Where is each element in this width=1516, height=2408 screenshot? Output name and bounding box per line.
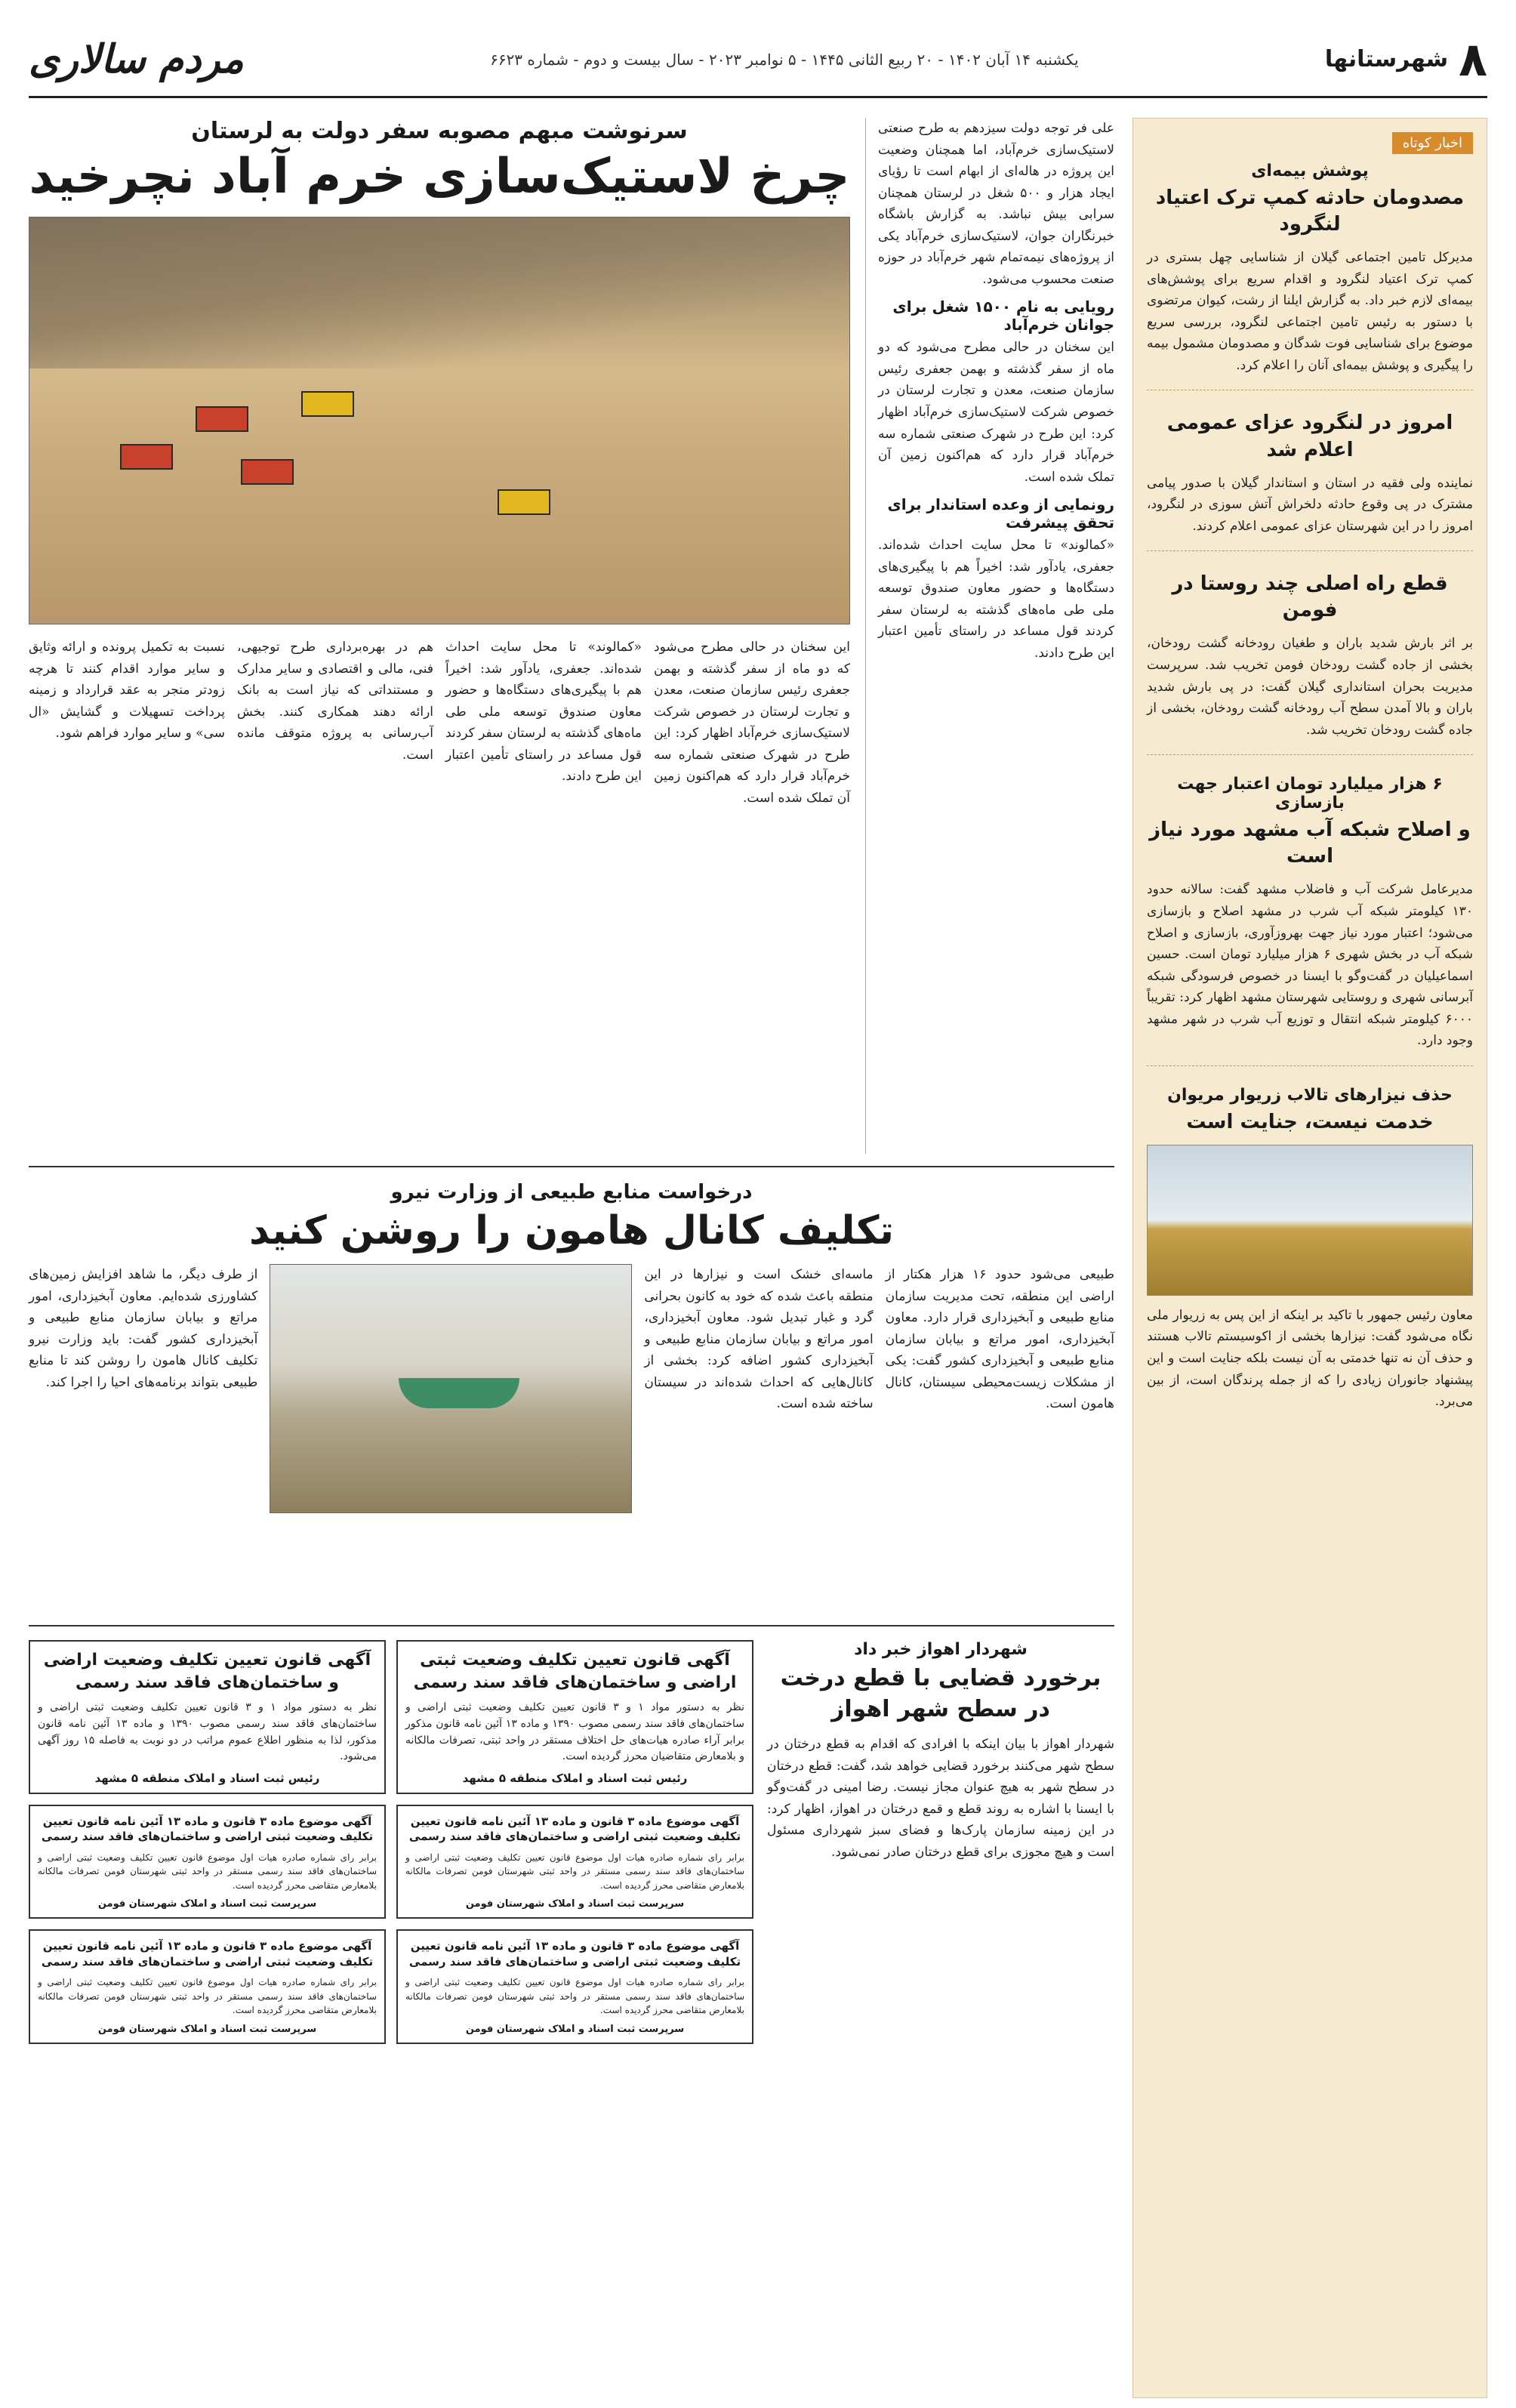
sidebar-story [1147, 162, 1473, 390]
feature-body: «کمالوند» تا محل سایت احداث شده‌اند. جعفری، یادآور شد: اخیراً هم با پیگیری‌های دستگاه‌ها و حضور معاون صندوق توسعه ملی طی ماه‌های گذشته به لرستان سفر کردند قول مساعد در راستای تأمین اعتبار این طرح دادند. [878, 538, 1114, 661]
notice-body: برابر رای شماره صادره هیات اول موضوع قانون تعیین تکلیف وضعیت ثبتی اراضی و ساختمان‌های فاقد سند رسمی مستقر در واحد ثبتی شهرستان فومن تصرفات مالکانه بلامعارض متقاضی محرز گردیده است. [38, 1976, 377, 2016]
notice-body: برابر رای شماره صادره هیات اول موضوع قانون تعیین تکلیف وضعیت ثبتی اراضی و ساختمان‌های فاقد سند رسمی مستقر در واحد ثبتی شهرستان فومن تصرفات مالکانه بلامعارض متقاضی محرز گردیده است. [405, 1851, 744, 1891]
story-title: برخورد قضایی با قطع درخت در سطح شهر اهواز [780, 1665, 1102, 1722]
feature-body: این سخنان در حالی مطرح می‌شود که دو ماه از سفر گذشته و بهمن جعفری رئیس سازمان صنعت، معدن و تجارت لرستان در خصوص شرکت لاستیک‌سازی خرم‌آباد اظهار کرد: این طرح در شهرک صنعتی شماره سه خرم‌آباد قرار دارد که هم‌اکنون زمین آن تملک شده است. [878, 340, 1114, 485]
notice-title: آگهی موضوع ماده ۳ قانون و ماده ۱۳ آئین نامه قانون تعیین تکلیف وضعیت ثبتی اراضی و ساختمان‌های فاقد سند رسمی [408, 1939, 741, 1969]
notice-body: برابر رای شماره صادره هیات اول موضوع قانون تعیین تکلیف وضعیت ثبتی اراضی و ساختمان‌های فاقد سند رسمی مستقر در واحد ثبتی شهرستان فومن تصرفات مالکانه بلامعارض متقاضی محرز گردیده است. [38, 1851, 377, 1891]
feature-main [29, 118, 850, 1154]
feature-story [29, 118, 1114, 1167]
section-name: شهرستانها [1324, 46, 1449, 72]
sidebar-story [1147, 775, 1473, 1066]
feature-columns [29, 637, 850, 809]
story-body: بر اثر بارش شدید باران و طغیان رودخانه گشت رودخان، بخشی از جاده گشت رودخان فومن تخریب شد. سرپرست مدیریت بحران استانداری گیلان گفت: در پی بارش شدید باران و بالا آمدن سطح آب رودخانه گشت رودخان، بخشی از جاده گشت رودخان تخریب شد. [1147, 636, 1473, 738]
notice-title: آگهی قانون تعیین تکلیف وضعیت ثبتی اراضی و ساختمان‌های فاقد سند رسمی [413, 1651, 737, 1692]
story-title: مصدومان حادثه کمپ ترک اعتیاد لنگرود [1155, 187, 1465, 236]
story-kicker: درخواست منابع طبیعی از وزارت نیرو [390, 1181, 753, 1204]
story-body: از طرف دیگر، ما شاهد افزایش زمین‌های کشاورزی شده‌ایم. معاون آبخیزداری، امور مراتع و بیابان سازمان منابع طبیعی و آبخیزداری کشور گفت: باید وزارت نیرو تکلیف کانال هامون را روشن کند تا منابع طبیعی بتواند برنامه‌های احیا را اجرا کند. [29, 1267, 258, 1390]
notice-title: آگهی موضوع ماده ۳ قانون و ماده ۱۳ آئین نامه قانون تعیین تکلیف وضعیت ثبتی اراضی و ساختمان‌های فاقد سند رسمی [41, 1814, 374, 1844]
story-title: قطع راه اصلی چند روستا در فومن [1172, 572, 1448, 622]
notice-signature: سرپرست ثبت اسناد و املاک شهرستان فومن [465, 1898, 685, 1910]
notice-title: آگهی موضوع ماده ۳ قانون و ماده ۱۳ آئین نامه قانون تعیین تکلیف وضعیت ثبتی اراضی و ساختمان‌های فاقد سند رسمی [408, 1814, 741, 1844]
notice-signature: رئیس ثبت اسناد و املاک منطقه ۵ مشهد [94, 1771, 320, 1786]
feature-subhead: رویایی به نام ۱۵۰۰ شغل برای جوانان خرم‌آباد [892, 298, 1114, 335]
notice-title: آگهی قانون تعیین تکلیف وضعیت اراضی و ساختمان‌های فاقد سند رسمی [43, 1651, 371, 1692]
sidebar-news [1132, 118, 1487, 2398]
story-title: و اصلاح شبکه آب مشهد مورد نیاز است [1149, 819, 1471, 868]
story-body: ماسه‌ای خشک است و نیزارها در این منطقه باعث شده که خود به کانون بحرانی گرد و غبار تبدیل شود. معاون آبخیزداری، امور مراتع و بیابان سازمان منابع طبیعی و آبخیزداری کشور اضافه کرد: بخشی از کانال‌هایی که احداث شده‌اند در سیستان ساخته شده است. [644, 1267, 874, 1412]
story-title: امروز در لنگرود عزای عمومی اعلام شد [1166, 412, 1453, 461]
story-title: خدمت نیست، جنایت است [1186, 1110, 1434, 1133]
notice-body: نظر به دستور مواد ۱ و ۳ قانون تعیین تکلیف وضعیت ثبتی اراضی و ساختمان‌های فاقد سند رسمی مصوب ۱۳۹۰ و ماده ۱۳ آئین نامه قانون مذکور برابر آراء صادره هیات‌های حل اختلاف مستقر در واحد ثبتی، تصرفات مالکانه و بلامعارض متقاضیان محرز گردیده است. [405, 1701, 745, 1763]
legal-notice [29, 1805, 386, 1919]
legal-notice [29, 1929, 386, 2043]
feature-intro: علی فر توجه دولت سیزدهم به طرح صنعتی لاستیک‌سازی خرم‌آباد، اما همچنان وضعیت این پروژه در هاله‌ای از ابهام است تا رؤیای ایجاد هزار و ۵۰۰ شغل در لرستان همچنان سرابی بیش نباشد. به گزارش باشگاه خبرنگاران جوان، لاستیک‌سازی خرم‌آباد یکی از پروژه‌های نیمه‌تمام شهر خرم‌آباد در حوزه صنعت محسوب می‌شود. [878, 121, 1114, 287]
story-body: شهردار اهواز با بیان اینکه با افرادی که اقدام به قطع درختان در سطح شهر می‌کنند برخورد قضایی خواهد شد، گفت: قطع درختان در سطح شهر به هیچ عنوان مجاز نیست. رضا امینی در گفت‌وگو با ایسنا با اشاره به روند قطع و قمع درختان در اهواز، اظهار کرد: در این زمینه سازمان پارک‌ها و فضای سبز شهرداری مسئول است و هیچ مجوزی برای قطع درختان صادر نمی‌شود. [767, 1737, 1114, 1860]
notice-signature: سرپرست ثبت اسناد و املاک شهرستان فومن [97, 2023, 317, 2035]
notice-signature: رئیس ثبت اسناد و املاک منطقه ۵ مشهد [462, 1771, 688, 1786]
truck-shape [241, 459, 294, 485]
bulldozer-shape [498, 489, 550, 515]
notice-signature: سرپرست ثبت اسناد و املاک شهرستان فومن [97, 1898, 317, 1910]
boat-shape [399, 1378, 519, 1408]
bulldozer-shape [301, 391, 354, 417]
page-columns [29, 118, 1487, 2398]
story-kicker: شهردار اهواز خبر داد [854, 1640, 1028, 1659]
feature-intro-column [865, 118, 1114, 1154]
story-kicker: ۶ هزار میلیارد تومان اعتبار جهت بازسازی [1177, 775, 1443, 813]
legal-notice [29, 1640, 386, 1794]
feature-body: نسبت به تکمیل پرونده و ارائه وثایق و سایر موارد اقدام کنند تا هرچه زودتر منجر به عقد قرارداد و زمینه پرداخت تسهیلات و گشایش «ال سی» و سایر موارد فراهم شود. [29, 640, 225, 742]
story-body: مدیرکل تامین اجتماعی گیلان از شناسایی چهل بستری در کمپ ترک اعتیاد لنگرود و اقدام سریع برای پوشش‌های بیمه‌ای لازم خبر داد. به گزارش ایلنا از رشت، کیوان مرتضوی با دستور به رئیس تامین اجتماعی لنگرود، بررسی سریع موضوع برای شناسایی فوت شدگان و مصدومان مشمول بیمه را پیگیری و پوشش بیمه‌ای آنان را اعلام کرد. [1147, 250, 1473, 373]
notice-body: برابر رای شماره صادره هیات اول موضوع قانون تعیین تکلیف وضعیت ثبتی اراضی و ساختمان‌های فاقد سند رسمی مستقر در واحد ثبتی شهرستان فومن تصرفات مالکانه بلامعارض متقاضی محرز گردیده است. [405, 1976, 744, 2016]
section-header [1325, 32, 1487, 87]
ahvaz-story [767, 1640, 1114, 2398]
story-body: مدیرعامل شرکت آب و فاضلاب مشهد گفت: سالانه حدود ۱۳۰ کیلومتر شبکه آب شرب در مشهد اصلاح و بازسازی می‌شود؛ اعتبار مورد نیاز جهت بهروزآوری، بازسازی و اصلاح شبکه آب در بخش شهری ۶ هزار میلیارد تومان است. حسین اسماعیلیان در گفت‌وگو با ایسنا در خصوص فرسودگی شبکه آبرسانی شهری و روستایی شهرستان مشهد اظهار کرد: تقریباً ۶۰۰۰ کیلومتر شبکه انتقال و توزیع آب شرب در شهر مشهد وجود دارد. [1147, 882, 1473, 1049]
brand-logo: مردم سالاری [29, 36, 244, 82]
feature-body: این سخنان در حالی مطرح می‌شود که دو ماه از سفر گذشته و بهمن جعفری رئیس سازمان صنعت، معدن و تجارت لرستان در خصوص شرکت لاستیک‌سازی خرم‌آباد اظهار کرد: این طرح در شهرک صنعتی شماره سه خرم‌آباد قرار دارد که هم‌اکنون زمین آن تملک شده است. [654, 640, 850, 806]
page-number: ۸ [1459, 32, 1487, 87]
story-headline: تکلیف کانال هامون را روشن کنید [248, 1208, 895, 1253]
story-columns [29, 1264, 1114, 1513]
legal-notice [396, 1929, 753, 2043]
story-body: نماینده ولی فقیه در استان و استاندار گیلان با صدور پیامی مشترک در پی وقوع حادثه دلخراش آتش سوزی در لنگرود، امروز را در این شهرستان عزای عمومی اعلام کردند. [1147, 475, 1473, 534]
feature-kicker: سرنوشت مبهم مصوبه سفر دولت به لرستان [191, 118, 688, 144]
sidebar-story [1147, 1086, 1473, 1426]
feature-subhead: رونمایی از وعده استاندار برای تحقق پیشرفت [887, 495, 1114, 532]
masthead [29, 30, 1487, 98]
truck-shape [196, 406, 248, 432]
legal-notice [396, 1640, 753, 1794]
story-kicker: پوشش بیمه‌ای [1251, 162, 1369, 180]
wetland-photo [1147, 1145, 1473, 1296]
legal-notice [396, 1805, 753, 1919]
bottom-section [29, 1640, 1114, 2398]
notice-body: نظر به دستور مواد ۱ و ۳ قانون تعیین تکلیف وضعیت ثبتی اراضی و ساختمان‌های فاقد سند رسمی مصوب ۱۳۹۰ و ماده ۱۳ آئین نامه قانون مذکور، لذا به منظور اطلاع عموم مراتب در دو نوبت به فاصله ۱۵ روز آگهی می‌شود. [38, 1701, 377, 1763]
main-content [29, 118, 1114, 2398]
construction-site-photo [29, 217, 850, 624]
sidebar-badge: اخبار کوتاه [1392, 132, 1473, 154]
feature-body: «کمالوند» تا محل سایت احداث شده‌اند. جعفری، یادآور شد: اخیراً هم با پیگیری‌های دستگاه‌ها و حضور معاون صندوق توسعه ملی طی ماه‌های گذشته به لرستان سفر کردند قول مساعد در راستای تأمین اعتبار این طرح دادند. [445, 640, 642, 785]
mountain-shape [29, 217, 849, 368]
feature-headline: چرخ لاستیک‌سازی خرم آباد نچرخید [29, 149, 850, 205]
sidebar-story [1147, 571, 1473, 755]
notice-signature: سرپرست ثبت اسناد و املاک شهرستان فومن [465, 2023, 685, 2035]
feature-body: هم در بهره‌برداری طرح توجیهی، فنی، مالی و اقتصادی و سایر مدارک و مستنداتی که نیاز است به بانک ارائه دهند همکاری کنند. بخش آب‌رسانی به پروژه متوقف مانده است. [237, 640, 433, 763]
dry-wetland-photo [270, 1264, 632, 1513]
story-body: معاون رئیس جمهور با تاکید بر اینکه از این پس به زریوار ملی نگاه می‌شود گفت: نیزارها بخشی از اکوسیستم تالاب هستند و حذف آن نه تنها خدمتی به آن نیست بلکه جنایت است و این پیشنهاد جانوران زیادی را که از جمله پرندگان است، از بین می‌برد. [1147, 1307, 1473, 1410]
hamoon-story [29, 1181, 1114, 1626]
dateline: یکشنبه ۱۴ آبان ۱۴۰۲ - ۲۰ ربیع الثانی ۱۴۴۵ - ۵ نوامبر ۲۰۲۳ - سال بیست و دوم - شماره ۶۶۲۳ [490, 50, 1079, 69]
story-kicker: حذف نیزارهای تالاب زریوار مریوان [1167, 1085, 1453, 1105]
story-body: طبیعی می‌شود حدود ۱۶ هزار هکتار از اراضی این منطقه، تحت مدیریت سازمان منابع طبیعی و آبخیزداری قرار دارد. معاون آبخیزداری، امور مراتع و بیابان سازمان منابع طبیعی و آبخیزداری کشور گفت: یکی از مشکلات زیست‌محیطی سیستان، کانال هامون است. [885, 1267, 1114, 1412]
legal-notices [29, 1640, 753, 2398]
truck-shape [120, 444, 173, 470]
notice-title: آگهی موضوع ماده ۳ قانون و ماده ۱۳ آئین نامه قانون تعیین تکلیف وضعیت ثبتی اراضی و ساختمان‌های فاقد سند رسمی [41, 1939, 374, 1969]
sidebar-story [1147, 410, 1473, 551]
